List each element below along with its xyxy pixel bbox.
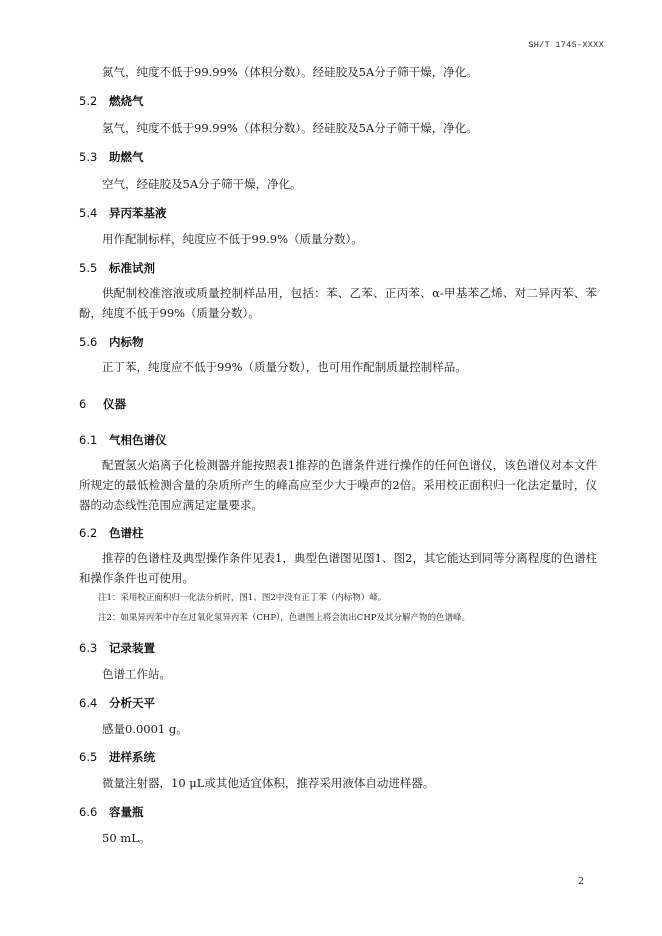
section-title: 气相色谱仪 — [109, 433, 167, 447]
section-6-heading — [79, 396, 126, 412]
paragraph-volumetric-flask: 50 mL。 — [102, 831, 151, 845]
section-number: 6.3 — [79, 641, 98, 655]
paragraph-air: 空气，经硅胶及5A分子筛干燥，净化。 — [102, 177, 302, 191]
section-6-6-heading — [79, 804, 144, 820]
document-code: SH/T 1745-XXXX — [528, 40, 604, 50]
section-5-5-heading — [79, 260, 155, 276]
section-number: 6.5 — [79, 750, 98, 764]
section-title: 进样系统 — [109, 750, 155, 764]
section-title: 燃烧气 — [109, 94, 144, 108]
paragraph-hydrogen: 氢气，纯度不低于99.99%（体积分数）。经硅胶及5A分子筛干燥，净化。 — [102, 121, 478, 135]
section-title: 色谱柱 — [109, 526, 144, 540]
paragraph-injection-system: 微量注射器，10 μL或其他适宜体积，推荐采用液体自动进样器。 — [102, 776, 435, 790]
section-6-3-heading — [79, 640, 155, 656]
paragraph-cumene-base: 用作配制标样，纯度应不低于99.9%（质量分数）。 — [102, 232, 363, 246]
section-5-4-heading — [79, 205, 167, 221]
section-title: 助燃气 — [109, 150, 144, 164]
paragraph-recorder: 色谱工作站。 — [102, 667, 171, 681]
paragraph-nitrogen: 氮气，纯度不低于99.99%（体积分数）。经硅胶及5A分子筛干燥，净化。 — [102, 65, 478, 79]
paragraph-standard-reagents: 供配制校准溶液或质量控制样品用，包括：苯、乙苯、正丙苯、α-甲基苯乙烯、对二异丙苯、苯酚，纯度不低于99%（质量分数）。 — [79, 286, 597, 320]
section-6-4-heading — [79, 695, 155, 711]
paragraph-balance: 感量0.0001 g。 — [102, 722, 188, 736]
paragraph-gas-chromatograph: 配置氢火焰离子化检测器并能按照表1推荐的色谱条件进行操作的任何色谱仪，该色谱仪对本文件所规定的最低检测含量的杂质所产生的峰高应至少大于噪声的2倍。采用校正面积归一化法定量时，仪器的动态线性范围应满足定量要求。 — [79, 458, 597, 512]
section-number: 5.3 — [79, 150, 98, 164]
section-number: 6.4 — [79, 696, 98, 710]
section-number: 6.1 — [79, 433, 98, 447]
section-title: 容量瓶 — [109, 805, 144, 819]
note-2 — [79, 611, 597, 625]
section-5-6-heading — [79, 334, 144, 350]
note-1 — [79, 591, 597, 605]
section-title: 标准试剂 — [109, 261, 155, 275]
section-title: 记录装置 — [109, 641, 155, 655]
section-title: 仪器 — [103, 397, 126, 411]
section-number: 6.6 — [79, 805, 98, 819]
section-title: 异丙苯基液 — [109, 206, 167, 220]
note-label: 注2： — [98, 613, 121, 623]
section-number: 5.5 — [79, 261, 98, 275]
note-text: 采用校正面积归一化法分析时，图1、图2中没有正丁苯（内标物）峰。 — [120, 593, 387, 603]
page-number: 2 — [577, 876, 584, 887]
section-title: 内标物 — [109, 335, 144, 349]
section-number: 5.2 — [79, 94, 98, 108]
section-6-5-heading — [79, 749, 155, 765]
section-6-1-heading — [79, 432, 167, 448]
note-text: 如果异丙苯中存在过氧化氢异丙苯（CHP），色谱图上将会流出CHP及其分解产物的色谱峰。 — [120, 613, 470, 623]
note-label: 注1： — [98, 593, 121, 603]
section-5-2-heading — [79, 93, 144, 109]
section-number: 5.4 — [79, 206, 98, 220]
section-6-2-heading — [79, 525, 144, 541]
paragraph-column: 推荐的色谱柱及典型操作条件见表1，典型色谱图见图1、图2，其它能达到同等分离程度的色谱柱和操作条件也可使用。 — [79, 551, 597, 585]
paragraph-internal-standard: 正丁苯，纯度应不低于99%（质量分数），也可用作配制质量控制样品。 — [102, 360, 467, 374]
section-5-3-heading — [79, 149, 144, 165]
section-title: 分析天平 — [109, 696, 155, 710]
section-number: 6.2 — [79, 526, 98, 540]
section-number: 6 — [79, 397, 87, 411]
section-number: 5.6 — [79, 335, 98, 349]
